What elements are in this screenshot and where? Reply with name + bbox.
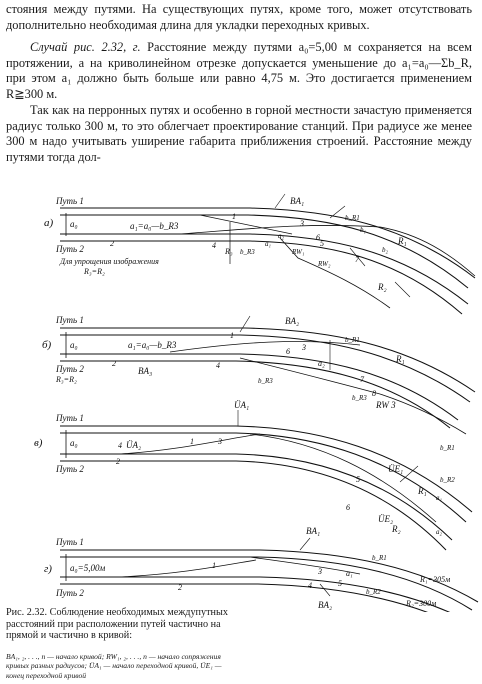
panel-a-label-3: R₁ (398, 236, 407, 246)
panel-g-tag: г) (44, 563, 52, 575)
panel-v-label-14: 5 (356, 475, 360, 484)
track-layout-figure (0, 182, 482, 612)
panel-b-track2: Путь 2 (56, 364, 84, 374)
panel-g-label-3: b_R2 (366, 588, 381, 596)
panel-b-gap: a₀ (70, 340, 78, 350)
panel-a-label-0: a₁=a₀—b_R3 (130, 221, 179, 231)
panel-b-label-11: 3 (302, 343, 306, 352)
panel-b-tag: б) (42, 339, 52, 351)
panel-v-track1: Путь 1 (56, 413, 84, 423)
panel-a-label-11: b₁ (360, 226, 366, 234)
panel-g-label-4: a₁ (346, 569, 353, 578)
panel-b-label-15: 8 (372, 389, 376, 398)
panel-v-label-5: b_R2 (440, 476, 455, 484)
panel-a-label-8: RW₂ (318, 260, 331, 268)
panel-a-label-18: 6 (316, 233, 320, 242)
panel-a-label-1: BA₁ (290, 196, 305, 206)
panel-b-label-8: b_R3 (352, 394, 367, 402)
panel-v-label-6: a₁ (436, 494, 442, 502)
panel-a-label-16: 4 (212, 241, 216, 250)
panel-b-label-13: 6 (286, 347, 290, 356)
panel-v-label-9: R₂ (392, 524, 401, 534)
panel-a-gap: a₀ (70, 219, 78, 229)
panel-b-label-1: BA₂ (285, 316, 300, 326)
panel-a-label-12: b₂ (382, 246, 388, 254)
panel-g-label-8: 2 (178, 583, 182, 592)
panel-b (60, 316, 475, 434)
panel-g-label-11: 5 (338, 579, 342, 588)
panel-b-label-4: a₂ (318, 359, 325, 368)
panel-a-label-17: 5 (320, 239, 324, 248)
panel-v-label-1: ÜA₂ (126, 440, 142, 450)
panel-a-track2: Путь 2 (56, 244, 84, 254)
panel-a-note2: R₃=R₂ (84, 267, 105, 276)
panel-g-track2: Путь 2 (56, 588, 84, 598)
panel-b-label-7: RW 3 (376, 400, 396, 410)
panel-b-label-3: R₁ (396, 354, 405, 364)
panel-g-label-6: R₂=300м (406, 599, 437, 608)
panel-b-label-10: 2 (112, 359, 116, 368)
panel-g-label-10: 4 (308, 581, 312, 590)
panel-v-label-12: 3 (218, 437, 222, 446)
panel-a-label-15: 3 (300, 219, 304, 228)
panel-v-label-7: a₂ (436, 528, 442, 536)
panel-a-label-2: b_R1 (345, 214, 360, 222)
paragraph-1: стояния между путями. На существующих путях, кроме того, может отсутствовать дополнительно необходимая длина для укладки переходных кривых. (6, 2, 472, 32)
paragraph-2 (6, 40, 472, 102)
panel-v-tag: в) (34, 437, 43, 449)
panel-g-track1: Путь 1 (56, 537, 84, 547)
case-label: Случай рис. 2.32, г. (30, 40, 141, 54)
panel-a-label-10: R₂ (378, 282, 387, 292)
panel-a-label-5: a₁ (265, 240, 271, 248)
panel-a-label-19: 7 (355, 255, 359, 264)
panel-g-label-1: BA₂ (318, 600, 333, 610)
paragraph-2-body: Расстояние между путями a₀=5,00 м сохраняется на всем протяжении, а на криволинейном отрезке допускается уменьшение до a₁=a₀—Σb_R, при этом a₁ должно быть больше или равно 4,75 м. Это достигается применением R≧300 м. (6, 40, 472, 101)
panel-v-gap: a₀ (70, 438, 78, 448)
panel-b-label-5: BA₃ (138, 366, 153, 376)
panel-a-label-14: 2 (110, 239, 114, 248)
panel-v-label-13: 4 (118, 441, 122, 450)
panel-a-label-4: b_R3 (240, 248, 255, 256)
panel-v-label-11: 2 (116, 457, 120, 466)
panel-a-tag: a) (44, 217, 54, 229)
panel-v-label-3: ÜE₂ (378, 514, 394, 524)
panel-v-label-8: R₁ (418, 486, 427, 496)
panel-a-note1: Для упрощения изображения (60, 257, 159, 266)
panel-a-label-6: a₂ (278, 232, 284, 240)
panel-b-track1: Путь 1 (56, 315, 84, 325)
panel-v-label-15: 6 (346, 503, 350, 512)
panel-b-label-14: 7 (360, 375, 364, 384)
panel-g-label-7: 1 (212, 561, 216, 570)
panel-g-label-5: R₁=305м (420, 575, 451, 584)
panel-g-label-9: 3 (318, 567, 322, 576)
panel-b-label-9: 1 (230, 331, 234, 340)
figure-legend: BA₁, ₂, . . ., n — начало кривой; RW₁, ₂, . . ., n — начало сопряжения кривых разных радиусов; ÜA₁ — начало переходной кривой, ÜE₁ — конец переходной кривой (6, 652, 222, 680)
panel-a (60, 194, 475, 314)
panel-a-track1: Путь 1 (56, 196, 84, 206)
panel-v (60, 410, 472, 550)
panel-v-label-4: b_R1 (440, 444, 455, 452)
panel-b-label-12: 4 (216, 361, 220, 370)
panel-v-label-10: 1 (190, 437, 194, 446)
panel-a-label-9: R₃ (225, 247, 233, 256)
panel-b-note1: R₃=R₂ (56, 375, 77, 384)
panel-b-label-0: a₁=a₀—b_R3 (128, 340, 177, 350)
panel-v-label-0: ÜA₁ (234, 400, 250, 410)
panel-g-label-2: b_R1 (372, 554, 387, 562)
panel-a-label-7: RW₁ (292, 248, 305, 256)
panel-b-label-6: b_R3 (258, 377, 273, 385)
panel-b-label-2: b_R1 (345, 336, 360, 344)
panel-g-gap: a₀=5,00м (70, 563, 106, 573)
panel-v-track2: Путь 2 (56, 464, 84, 474)
panel-v-label-2: ÜE₁ (388, 464, 404, 474)
panel-g-label-0: BA₁ (306, 526, 321, 536)
figure-caption: Рис. 2.32. Соблюдение необходимых междупутных расстояний при расположении путей частично на прямой и частично в кривой: (6, 607, 228, 642)
panel-a-label-13: 1 (232, 212, 236, 221)
paragraph-3: Так как на перронных путях и особенно в горной местности зачастую применяется радиус только 300 м, то это облегчает проектирование станций. При радиусе же менее 300 м надо учитывать уширение габарита приближения строений. Расстояние между путями тогда дол- (6, 103, 472, 164)
